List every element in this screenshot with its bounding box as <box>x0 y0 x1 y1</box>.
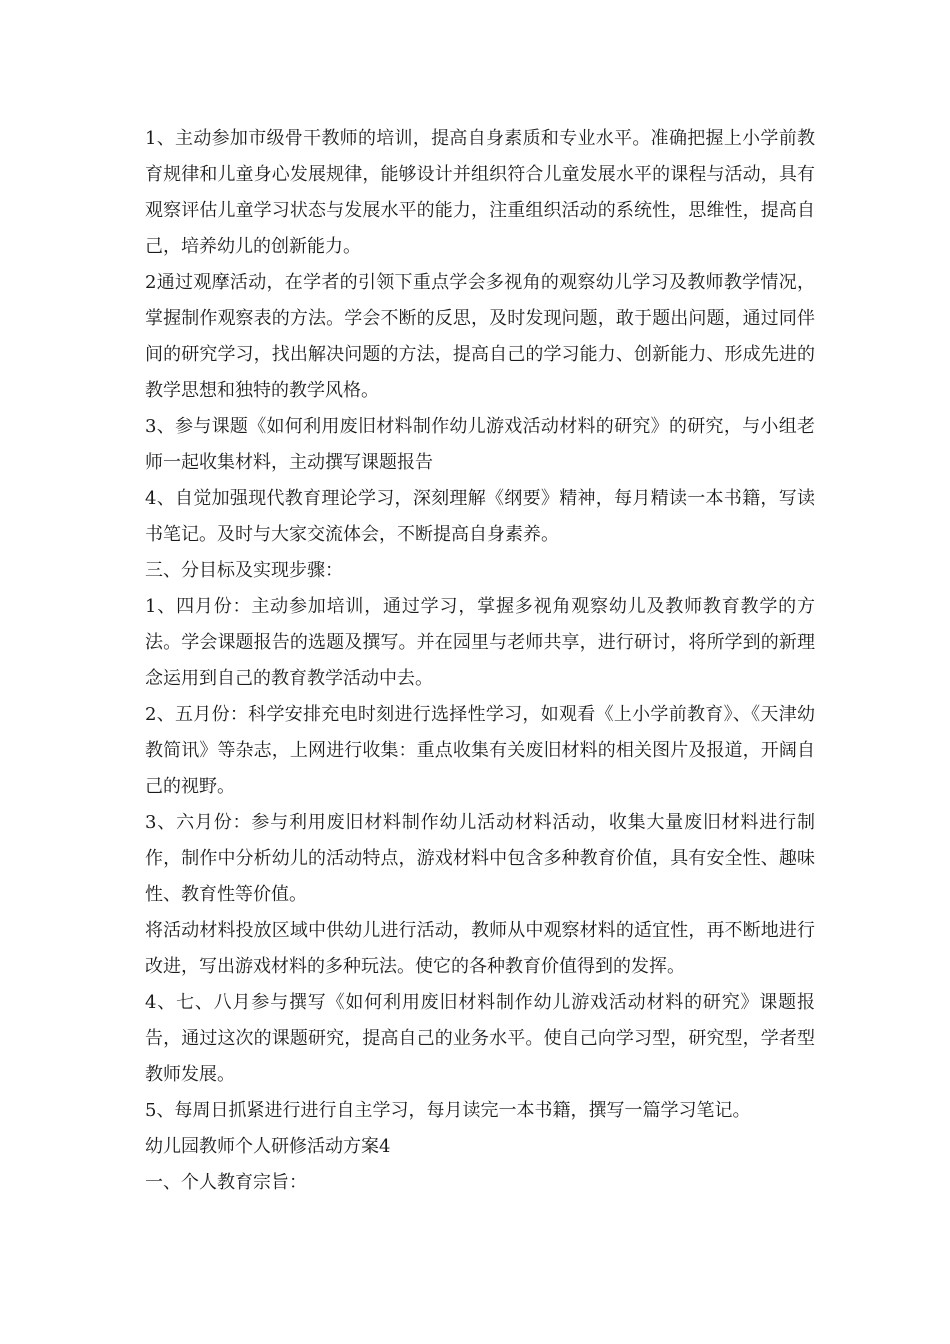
paragraph-2: 2通过观摩活动，在学者的引领下重点学会多视角的观察幼儿学习及教师教学情况，掌握制作观察表的方法。学会不断的反思，及时发现问题，敢于题出问题，通过同伴间的研究学习，找出解决问题的方法，提高自己的学习能力、创新能力、形成先进的教学思想和独特的教学风格。 <box>145 272 815 401</box>
paragraph-may: 2、五月份：科学安排充电时刻进行选择性学习，如观看《上小学前教育》、《天津幼教简讯》等杂志，上网进行收集：重点收集有关废旧材料的相关图片及报道，开阔自己的视野。 <box>145 704 815 797</box>
paragraph-4: 4、自觉加强现代教育理论学习，深刻理解《纲要》精神，每月精读一本书籍，写读书笔记。及时与大家交流体会，不断提高自身素养。 <box>145 488 815 545</box>
paragraph-materials: 将活动材料投放区域中供幼儿进行活动，教师从中观察材料的适宜性，再不断地进行改进，写出游戏材料的多种玩法。使它的各种教育价值得到的发挥。 <box>145 920 815 977</box>
section-heading-3: 三、分目标及实现步骤： <box>145 560 343 581</box>
paragraph-weekly: 5、每周日抓紧进行进行自主学习，每月读完一本书籍，撰写一篇学习笔记。 <box>145 1100 751 1121</box>
paragraph-1: 1、主动参加市级骨干教师的培训，提高自身素质和专业水平。准确把握上小学前教育规律和儿童身心发展规律，能够设计并组织符合儿童发展水平的课程与活动，具有观察评估儿童学习状态与发展水平的能力，注重组织活动的系统性，思维性，提高自己，培养幼儿的创新能力。 <box>145 128 815 257</box>
paragraph-3: 3、参与课题《如何利用废旧材料制作幼儿游戏活动材料的研究》的研究，与小组老师一起收集材料，主动撰写课题报告 <box>145 416 815 473</box>
section-heading-1: 一、个人教育宗旨： <box>145 1172 307 1193</box>
paragraph-april: 1、四月份：主动参加培训，通过学习，掌握多视角观察幼儿及教师教育教学的方法。学会课题报告的选题及撰写。并在园里与老师共享，进行研讨，将所学到的新理念运用到自己的教育教学活动中去。 <box>145 596 815 689</box>
plan-title: 幼儿园教师个人研修活动方案4 <box>145 1136 391 1157</box>
document-body <box>145 121 815 1201</box>
paragraph-june: 3、六月份：参与利用废旧材料制作幼儿活动材料活动，收集大量废旧材料进行制作，制作中分析幼儿的活动特点，游戏材料中包含多种教育价值，具有安全性、趣味性、教育性等价值。 <box>145 812 815 905</box>
paragraph-july-august: 4、七、八月参与撰写《如何利用废旧材料制作幼儿游戏活动材料的研究》课题报告，通过这次的课题研究，提高自己的业务水平。使自己向学习型，研究型，学者型教师发展。 <box>145 992 815 1085</box>
